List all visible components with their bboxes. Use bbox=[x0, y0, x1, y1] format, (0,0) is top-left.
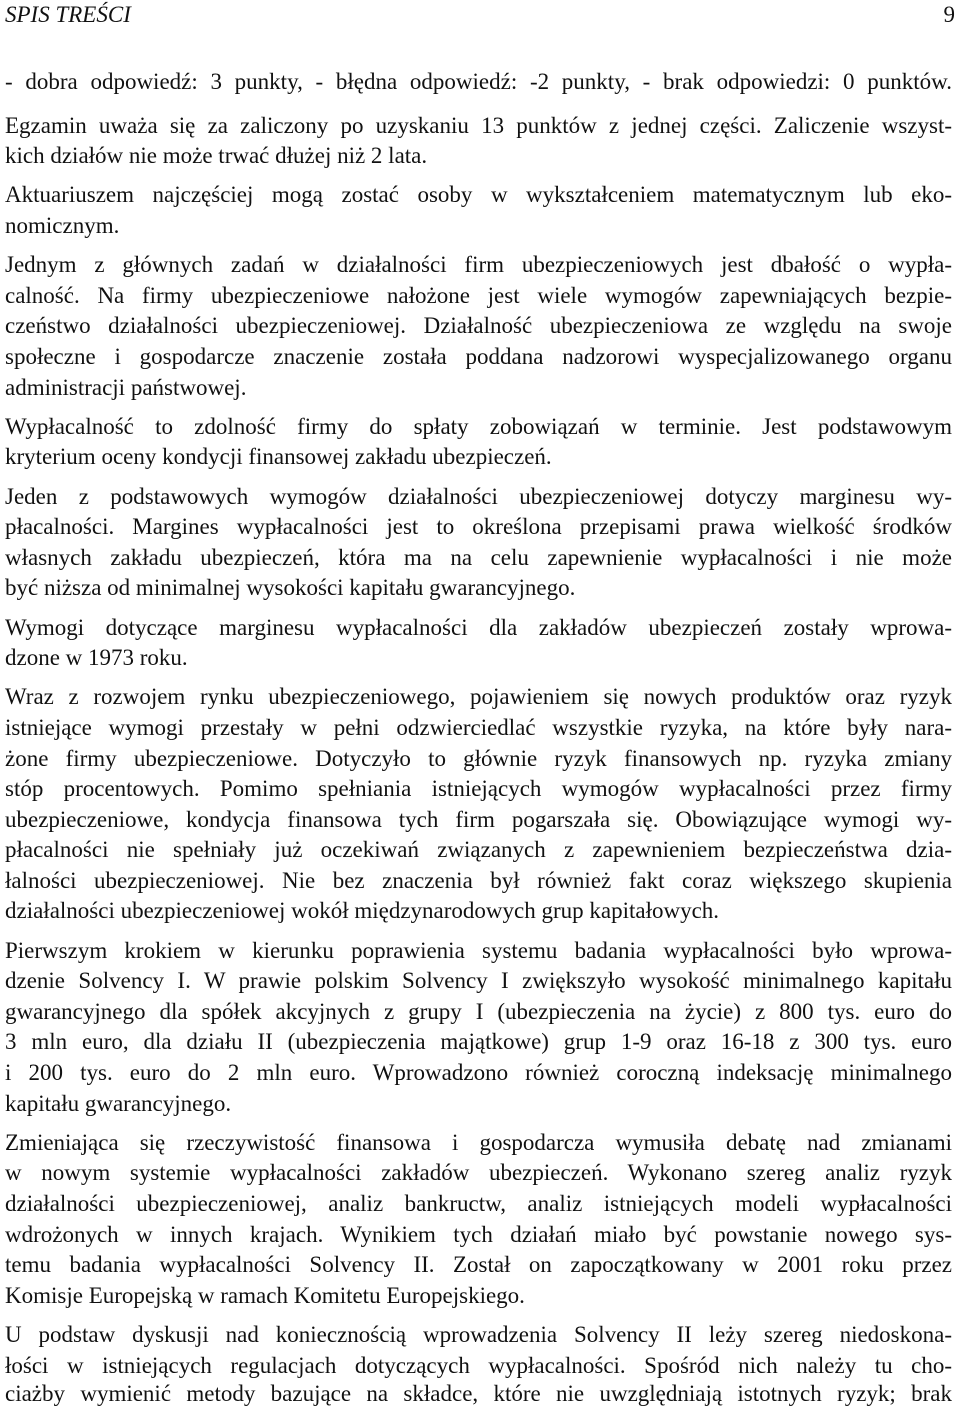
text-line: ciażby wymienić metody bazujące na składce, które nie uwzględniają istotnych ryzyk; brak bbox=[5, 1381, 952, 1407]
paragraph bbox=[5, 67, 952, 98]
text-line: temu badania wypłacalności Solvency II. Został on zapoczątkowany w 2001 roku przez bbox=[5, 1252, 952, 1278]
text-line: 3 mln euro, dla działu II (ubezpieczenia majątkowe) grup 1-9 oraz 16-18 z 300 tys. euro bbox=[5, 1029, 952, 1055]
paragraph bbox=[5, 172, 952, 242]
body-text bbox=[5, 67, 952, 1406]
paragraph bbox=[5, 97, 952, 172]
text-line: działalności ubezpieczeniowej, analiz bankructw, analiz istniejących modeli wypłacalności bbox=[5, 1191, 952, 1217]
paragraph bbox=[5, 927, 952, 1119]
text-line: społeczne i gospodarcze znaczenie została poddana nadzorowi wyspecjalizowanego organu bbox=[5, 344, 952, 370]
text-line: Jeden z podstawowych wymogów działalności ubezpieczeniowej dotyczy marginesu wy- bbox=[5, 483, 952, 509]
text-line: Egzamin uważa się za zaliczony po uzyskaniu 13 punktów z jednej części. Zaliczenie wszyst- bbox=[5, 112, 952, 138]
text-line: stóp procentowych. Pomimo spełniania istniejących wymogów wypłacalności przez firmy bbox=[5, 776, 952, 802]
text-line: i 200 tys. euro do 2 mln euro. Wprowadzono również coroczną indeksację minimalnego bbox=[5, 1060, 952, 1086]
paragraph bbox=[5, 1119, 952, 1311]
text-line: kryterium oceny kondycji finansowej zakładu ubezpieczeń. bbox=[5, 444, 552, 470]
text-line: czeństwo działalności ubezpieczeniowej. Działalność ubezpieczeniowa ze względu na swoje bbox=[5, 313, 952, 339]
text-line: administracji państwowej. bbox=[5, 374, 247, 400]
paragraph bbox=[5, 604, 952, 674]
text-line: U podstaw dyskusji nad koniecznością wprowadzenia Solvency II leży szereg niedoskona- bbox=[5, 1321, 952, 1347]
paragraph bbox=[5, 674, 952, 927]
text-line: dzenie Solvency I. W prawie polskim Solvency I zwiększyło wysokość minimalnego kapitału bbox=[5, 968, 952, 994]
text-line: Wraz z rozwojem rynku ubezpieczeniowego, pojawieniem się nowych produktów oraz ryzyk bbox=[5, 684, 952, 710]
text-line: ubezpieczeniowe, kondycja finansowa tych firm pogarszała się. Obowiązujące wymogi wy- bbox=[5, 806, 952, 832]
text-line: łalności ubezpieczeniowej. Nie bez znaczenia był również fakt coraz większego skupienia bbox=[5, 867, 952, 893]
text-line: własnych zakładu ubezpieczeń, która ma na celu zapewnienie wypłacalności i nie może bbox=[5, 544, 952, 570]
text-line: Pierwszym krokiem w kierunku poprawienia systemu badania wypłacalności było wprowa- bbox=[5, 937, 952, 963]
text-line: dzone w 1973 roku. bbox=[5, 645, 188, 671]
text-line: - dobra odpowiedź: 3 punkty, - błędna odpowiedź: -2 punkty, - brak odpowiedzi: 0 punktów. bbox=[5, 68, 952, 94]
text-line: płacalności nie spełniały już oczekiwań związanych z zapewnieniem bezpieczeństwa dzia- bbox=[5, 837, 952, 863]
paragraph bbox=[5, 403, 952, 473]
paragraph bbox=[5, 1311, 952, 1406]
running-header bbox=[5, 0, 955, 30]
text-line: gwarancyjnego dla spółek akcyjnych z grupy I (ubezpieczenia na życie) z 800 tys. euro do bbox=[5, 998, 952, 1024]
text-line: kapitału gwarancyjnego. bbox=[5, 1090, 232, 1116]
text-line: kich działów nie może trwać dłużej niż 2 lata. bbox=[5, 143, 428, 169]
text-line: wdrożonych w innych krajach. Wynikiem tych działań miało być powstanie nowego sys- bbox=[5, 1221, 952, 1247]
text-line: Jednym z głównych zadań w działalności firm ubezpieczeniowych jest dbałość o wypła- bbox=[5, 252, 952, 278]
text-line: istniejące wymogi przestały w pełni odzwierciedlać wszystkie ryzyka, na które były nara- bbox=[5, 714, 952, 740]
text-line: w nowym systemie wypłacalności zakładów ubezpieczeń. Wykonano szereg analiz ryzyk bbox=[5, 1160, 952, 1186]
text-line: calność. Na firmy ubezpieczeniowe nałożone jest wiele wymogów zapewniających bezpie- bbox=[5, 282, 952, 308]
text-line: być niższa od minimalnej wysokości kapitału gwarancyjnego. bbox=[5, 575, 576, 601]
text-line: Wypłacalność to zdolność firmy do spłaty zobowiązań w terminie. Jest podstawowym bbox=[5, 413, 952, 439]
text-line: działalności ubezpieczeniowej wokół międzynarodowych grup kapitałowych. bbox=[5, 898, 720, 924]
text-line: łości w istniejących regulacjach dotyczących wypłacalności. Spośród nich należy tu cho- bbox=[5, 1352, 952, 1378]
text-line: Komisje Europejską w ramach Komitetu Europejskiego. bbox=[5, 1282, 525, 1308]
paragraph bbox=[5, 242, 952, 404]
text-line: żone firmy ubezpieczeniowe. Dotyczyło to głównie ryzyk finansowych np. ryzyka zmiany bbox=[5, 745, 952, 771]
text-line: Wymogi dotyczące marginesu wypłacalności dla zakładów ubezpieczeń zostały wprowa- bbox=[5, 614, 952, 640]
text-line: Aktuariuszem najczęściej mogą zostać osoby w wykształceniem matematycznym lub eko- bbox=[5, 182, 952, 208]
header-title: SPIS TREŚCI bbox=[5, 2, 131, 27]
page-number: 9 bbox=[943, 2, 955, 27]
text-line: Zmieniająca się rzeczywistość finansowa i gospodarcza wymusiła debatę nad zmianami bbox=[5, 1129, 952, 1155]
text-line: nomicznym. bbox=[5, 213, 120, 239]
text-line: płacalności. Margines wypłacalności jest to określona przepisami prawa wielkość środków bbox=[5, 514, 952, 540]
paragraph bbox=[5, 473, 952, 604]
